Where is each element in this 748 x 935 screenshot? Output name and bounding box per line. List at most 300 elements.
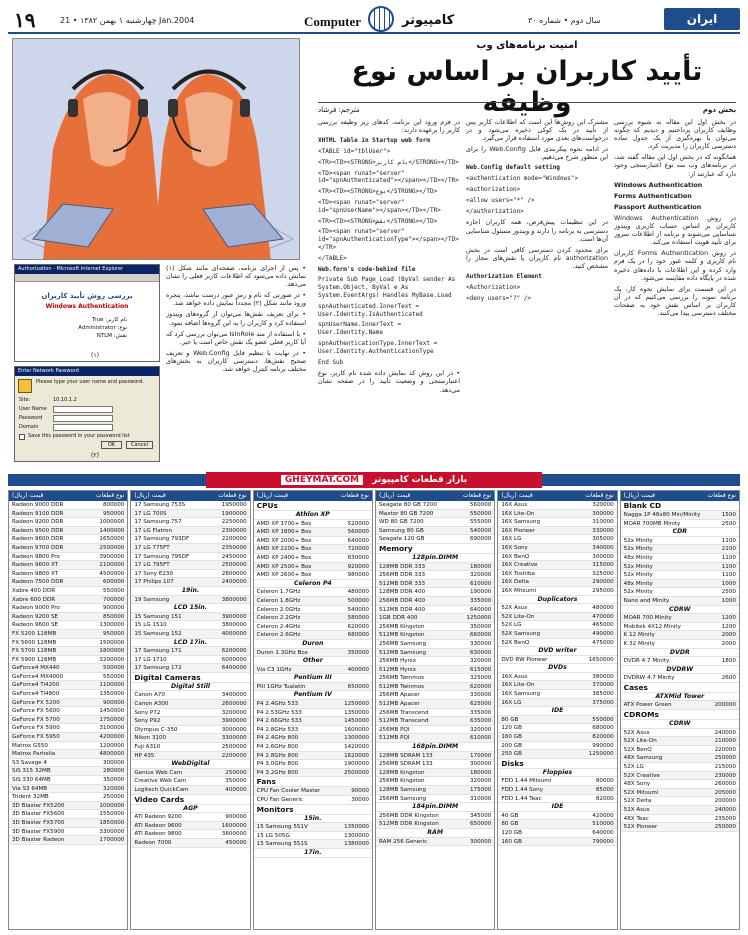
item-price: 510000: [592, 821, 614, 828]
price-row: [254, 840, 372, 849]
price-row: [498, 587, 616, 596]
dialog-titlebar: Enter Network Password: [15, 367, 159, 376]
window-titlebar: Authorization - Microsoft Internet Explorer: [15, 265, 159, 274]
code-line: spnAuthenticationType.InnerText = User.Identity.AuthenticationType: [318, 339, 438, 355]
item-price: 550000: [469, 510, 492, 517]
item-name: GeForce4 MX440: [12, 665, 60, 672]
price-row: [131, 553, 249, 562]
item-header-label: نوع قطعات: [707, 492, 736, 499]
price-row: [9, 836, 127, 845]
item-price: 475000: [592, 639, 614, 646]
item-name: AMD XP 2500+ Box: [256, 563, 312, 570]
item-price: 2200000: [221, 536, 247, 543]
item-price: 1100: [721, 554, 736, 561]
item-price: 470000: [592, 613, 614, 620]
price-row: [131, 691, 249, 700]
item-name: 160 GB: [501, 838, 522, 845]
price-row: [9, 501, 127, 510]
item-price: 90000: [351, 788, 369, 795]
globe-icon: [368, 6, 394, 32]
item-name: 80 GB: [501, 716, 519, 723]
auth-type-item: Windows Authentication: [614, 180, 703, 189]
item-price: 350000: [102, 777, 125, 783]
item-name: 17 LG 795FT: [134, 562, 170, 569]
price-subcategory: Duron: [254, 640, 372, 649]
item-name: 48x Minity: [623, 580, 653, 587]
item-price: 3300000: [221, 735, 247, 742]
price-subcategory: DVDR: [621, 649, 739, 658]
item-price: 900000: [102, 605, 125, 612]
price-category: CPUs: [254, 501, 372, 511]
price-category: Monitors: [254, 805, 372, 815]
item-name: 3D Blaster FX5200: [12, 802, 65, 809]
item-price: 4800000: [99, 751, 125, 758]
item-price: 205000: [714, 789, 736, 796]
code-line: End Sub: [318, 358, 344, 366]
item-name: 17 Samsung 793DF: [134, 536, 190, 543]
item-price: 1000000: [99, 519, 125, 526]
item-name: 16X Lite-On: [501, 682, 535, 689]
item-name: Logitech QuickCam: [134, 787, 189, 793]
item-name: Seagate 80 GB 7200: [378, 502, 437, 508]
item-name: 17 Sony E230: [134, 570, 174, 577]
item-price: 540000: [347, 606, 369, 613]
price-row: [498, 613, 616, 622]
item-name: 52X Asus: [623, 807, 650, 813]
item-price: 345000: [469, 812, 492, 819]
item-name: 256MB Kingston: [378, 778, 425, 785]
item-price: 2000: [721, 632, 736, 639]
item-name: FX 5700 128MB: [12, 648, 57, 655]
price-column: [130, 490, 250, 930]
code-line: <TD><span runat="server" id="spnUserName"></span></TD></TR>: [318, 198, 441, 214]
item-name: 52X Creative: [623, 772, 660, 779]
item-name: P4 3.2GHz 800: [256, 769, 299, 776]
newspaper-logo: ایران: [664, 8, 740, 30]
item-price: 335000: [469, 597, 492, 604]
price-row: [376, 535, 494, 544]
price-row: [621, 746, 739, 755]
price-row: [131, 570, 249, 579]
item-price: 380000: [592, 673, 614, 680]
item-price: 200000: [714, 798, 736, 805]
price-row: [621, 763, 739, 772]
code-line: <authentication mode="Windows">: [466, 175, 578, 183]
price-section-title: بازار قطعات کامپیوتر: [372, 475, 468, 485]
code-line: <authorization>: [466, 186, 521, 194]
item-name: 52x Minity: [623, 546, 653, 553]
price-row: [9, 656, 127, 665]
price-row: [9, 699, 127, 708]
paragraph: در روش Windows Authentication کاربران بر اساس حساب کاربری ویندوز شناسایی می‌شوند و برنامه از اطلاعات سرور برای تأیید هویت استفاده می‌کند.: [614, 213, 736, 247]
article-illustration: [12, 38, 300, 260]
price-row: [376, 700, 494, 709]
price-row: [621, 588, 739, 597]
item-price: 3400000: [221, 692, 247, 699]
item-price: 1000000: [99, 802, 125, 809]
item-price: 615000: [469, 666, 492, 673]
item-price: 700000: [102, 596, 125, 603]
item-price: 900000: [225, 814, 247, 821]
item-price: 640000: [347, 537, 369, 544]
item-price: 330000: [592, 527, 614, 534]
item-price: 540000: [469, 527, 492, 534]
item-name: 256MB PQI: [378, 726, 410, 733]
item-price: 450000: [225, 839, 247, 846]
item-price: 250000: [102, 794, 125, 801]
item-name: Nagga 1P 48x80 Min/Minity: [623, 512, 701, 518]
price-header-label: قیمت (ریال): [501, 492, 533, 499]
ok-button[interactable]: OK: [101, 441, 122, 449]
price-row: [254, 631, 372, 640]
price-row: [498, 795, 616, 804]
price-row: [498, 639, 616, 648]
price-row: [254, 563, 372, 572]
item-price: 650000: [469, 821, 492, 828]
price-row: [254, 588, 372, 597]
item-name: 52X Lite-On: [623, 738, 657, 745]
item-name: 128MB DDR 400: [378, 589, 426, 596]
price-row: [498, 630, 616, 639]
item-price: 6400000: [221, 665, 247, 672]
item-name: GeForce FX 5900: [12, 725, 60, 732]
item-name: 3D Blaster Radeon: [12, 837, 65, 844]
price-row: [621, 797, 739, 806]
price-row: [131, 839, 249, 848]
item-name: 52X Asus: [501, 605, 528, 612]
price-row: [131, 786, 249, 795]
item-name: 16X LG: [501, 699, 522, 706]
paragraph: همانگونه که در بخش اول این مقاله گفته شد، در برنامه‌های وب سه نوع اعتبارسنجی وجود دارد که عبارتند از:: [614, 153, 736, 178]
password-input[interactable]: [53, 415, 113, 422]
item-price: 310000: [592, 519, 614, 526]
price-table: [8, 490, 740, 930]
item-price: 1500000: [99, 639, 125, 646]
item-name: 16X LG: [501, 536, 522, 543]
item-name: 17 Samsung 753S: [134, 502, 186, 508]
paragraph: در روش Forms Authentication کاربران نام کاربری و کلمه عبور خود را در یک فرم وارد کرده و این اطلاعات با داده‌های ذخیره شده در پایگاه داده مقایسه می‌شود.: [614, 249, 736, 282]
item-name: Radeon 9600 XT: [12, 562, 59, 569]
price-row: [498, 681, 616, 690]
domain-input[interactable]: [53, 424, 113, 431]
item-price: 555000: [469, 519, 492, 526]
item-price: 830000: [347, 554, 369, 561]
item-name: P4 2.8GHz 533: [256, 726, 299, 733]
price-row: [9, 750, 127, 759]
item-name: FX 5600 128MB: [12, 639, 57, 646]
price-row: [376, 760, 494, 769]
item-price: 280000: [102, 768, 125, 775]
item-name: CPU Fan Cooler Master: [256, 788, 321, 795]
item-name: 80 GB: [501, 821, 519, 828]
item-name: HP 435: [134, 752, 155, 759]
item-price: 2500000: [99, 544, 125, 551]
price-row: [498, 501, 616, 510]
field-label: Site:: [19, 397, 31, 403]
item-price: 3800000: [221, 596, 247, 603]
price-row: [9, 673, 127, 682]
price-row: [131, 813, 249, 822]
item-name: 15 Samsung 551V: [256, 824, 308, 831]
item-name: FDD 1.44 Teac: [501, 795, 542, 802]
code-line: spnAuthenticated.InnerText = User.Identity.IsAuthenticated: [318, 302, 423, 318]
price-row: [9, 681, 127, 690]
save-password-checkbox[interactable]: [19, 434, 25, 440]
item-name: 512MB Transcend: [378, 718, 429, 725]
price-row: [9, 759, 127, 768]
item-name: 17 LG 1710: [134, 656, 167, 663]
item-name: 48x Minity: [623, 554, 653, 561]
item-name: 256MB Transcend: [378, 709, 429, 716]
item-name: AMD XP 1800+ Box: [256, 529, 312, 536]
price-row: [131, 700, 249, 709]
page-header: [8, 6, 740, 34]
price-row: [254, 796, 372, 805]
price-header-label: قیمت (ریال): [256, 492, 289, 499]
item-price: 335000: [469, 709, 492, 716]
price-row: [498, 604, 616, 613]
price-subcategory: IDE: [498, 803, 616, 812]
price-row: [9, 596, 127, 605]
item-price: 1350000: [344, 709, 369, 716]
item-name: Fuji A310: [134, 744, 161, 751]
price-column: [620, 490, 740, 930]
code-line: <TR><TD><STRONG>نام کاربر</STRONG></TD>: [318, 158, 459, 166]
item-price: 320000: [469, 778, 492, 785]
item-price: 550000: [102, 587, 125, 594]
item-name: 52X Asus: [623, 729, 650, 736]
item-name: 52X Lite-On: [501, 613, 535, 620]
item-name: 16X Delta: [501, 579, 529, 586]
price-row: [621, 554, 739, 563]
price-row: [376, 717, 494, 726]
figure-caption: (۱): [91, 352, 99, 359]
item-name: 48X Teac: [623, 815, 649, 822]
item-price: 650000: [347, 683, 369, 690]
item-price: 1700000: [99, 837, 125, 844]
item-price: 690000: [469, 536, 492, 543]
price-row: [498, 561, 616, 570]
item-name: Canon A70: [134, 692, 165, 699]
item-name: RAM 256 Generic: [378, 838, 428, 845]
item-price: 1250000: [344, 701, 369, 708]
item-name: 16X Samsung: [501, 519, 541, 526]
code-line: <TABLE id="tblUser">: [318, 147, 391, 155]
item-name: 512MB DDR Kingston: [378, 821, 439, 828]
paragraph: در این قسمت برای نمایش نحوه کار، یک برنامه نمونه را بررسی می‌کنیم که در آن کاربران بر اساس نقش خود به صفحات مختلف دسترسی پیدا می‌کنند.: [614, 284, 736, 317]
price-row: [498, 724, 616, 733]
item-price: 290000: [592, 579, 614, 586]
item-price: 3300000: [99, 828, 125, 835]
price-row: [376, 769, 494, 778]
item-name: P4 2.66GHz 533: [256, 718, 302, 725]
paragraph: • در نهایت با تنظیم فایل Web.Config و تعریف صحیح نقش‌ها، دسترسی کاربران به بخش‌های مختلف برنامه کنترل خواهد شد.: [166, 348, 306, 374]
item-price: 640000: [469, 606, 492, 613]
item-name: 52x Minity: [623, 572, 653, 579]
item-name: MOAR 700MB Minity: [623, 520, 681, 527]
price-row: [9, 553, 127, 562]
item-name: 256MB Hynix: [378, 658, 417, 665]
item-price: 350000: [347, 649, 369, 656]
paragraph: • پس از اجرای برنامه، صفحه‌ای مانند شکل (۱) نمایش داده می‌شود که اطلاعات کاربر فعلی را نشان می‌دهد.: [166, 264, 306, 289]
item-price: 2500: [721, 520, 736, 527]
price-row: [498, 527, 616, 536]
item-name: 512MB DDR 333: [378, 580, 426, 587]
item-price: 340000: [592, 544, 614, 551]
item-price: 1620000: [344, 752, 369, 759]
item-price: 2300000: [221, 527, 247, 534]
item-name: 3D Blaster FX5700: [12, 819, 65, 826]
price-row: [498, 812, 616, 821]
item-price: 3800000: [221, 831, 247, 838]
price-column: [253, 490, 373, 930]
article-kicker: امنیت برنامه‌های وب: [476, 40, 578, 51]
item-price: 660000: [469, 632, 492, 639]
item-name: 16X Sony: [501, 544, 528, 551]
item-name: SiS 330 64MB: [12, 777, 51, 783]
price-row: [9, 802, 127, 811]
item-price: 2500000: [221, 562, 247, 569]
price-row: [621, 737, 739, 746]
item-price: 610000: [469, 580, 492, 587]
price-row: [9, 819, 127, 828]
item-name: Sony P72: [134, 709, 161, 716]
item-price: 310000: [469, 795, 492, 802]
price-row: [498, 673, 616, 682]
item-price: 1450000: [99, 708, 125, 715]
item-name: Radeon 9100 DDR: [12, 510, 64, 517]
price-row: [254, 623, 372, 632]
item-price: 1350000: [344, 824, 369, 831]
item-price: 1650000: [99, 536, 125, 543]
key-icon: [18, 379, 32, 393]
item-name: Celeron 2.4GHz: [256, 623, 301, 630]
price-subcategory: 17in.: [254, 849, 372, 858]
price-row: [9, 716, 127, 725]
section-title-en: Computer: [304, 14, 362, 29]
price-row: [498, 535, 616, 544]
item-price: 1100000: [99, 682, 125, 689]
item-price: 2600000: [221, 701, 247, 708]
item-price: 6200000: [221, 648, 247, 655]
item-name: 52X BenQ: [623, 746, 652, 753]
price-subcategory: DVDRW: [621, 666, 739, 675]
username-input[interactable]: [53, 406, 113, 413]
item-name: 16X Toshiba: [501, 570, 535, 577]
item-name: Celeron 2.0GHz: [256, 606, 301, 613]
item-name: 52x Minity: [623, 589, 653, 596]
figure-browser-screenshot: [14, 264, 160, 362]
price-subcategory: LCD 15in.: [131, 604, 249, 613]
item-name: 16X Pioneer: [501, 527, 535, 534]
price-header-label: قیمت (ریال): [378, 492, 411, 499]
item-name: Duron 1.3GHz Box: [256, 649, 308, 656]
item-name: Radeon 9500 DDR: [12, 527, 64, 534]
item-price: 630000: [469, 649, 492, 656]
paragraph: در ادامه نحوه پیکربندی فایل Web.Config را برای این منظور شرح می‌دهیم.: [466, 145, 608, 162]
price-row: [131, 726, 249, 735]
headline-divider: [318, 102, 736, 103]
item-name: 512MB Kingston: [378, 632, 425, 639]
item-price: 400000: [225, 787, 247, 793]
price-row: [498, 518, 616, 527]
price-subcategory: CDRW: [621, 606, 739, 615]
price-row: [131, 830, 249, 839]
price-site-name: GHEYMAT.COM: [281, 475, 363, 485]
price-header-label: قیمت (ریال): [12, 492, 44, 499]
price-row: [621, 511, 739, 520]
item-name: 52X Delta: [623, 798, 652, 805]
price-row: [9, 570, 127, 579]
item-name: GeForce4 MX4000: [12, 673, 64, 680]
item-name: 19 Samsung: [134, 596, 170, 603]
item-name: 15 Samsung 152: [134, 630, 182, 637]
price-row: [131, 664, 249, 673]
item-name: 16X Asus: [501, 673, 528, 680]
item-price: 1300000: [344, 832, 369, 839]
price-row: [9, 604, 127, 613]
price-row: [131, 596, 249, 605]
item-price: 850000: [102, 613, 125, 620]
item-price: 4000000: [221, 630, 247, 637]
item-name: Radeon 7500 DDR: [12, 579, 64, 586]
item-name: ATX Power Green: [623, 702, 672, 709]
price-row: [9, 742, 127, 751]
item-name: FDD 1.44 Mitsumi: [501, 778, 552, 785]
code-line: <TD><span runat="server" id="spnAuthenticationType"></span></TD></TR>: [318, 228, 459, 251]
price-row: [9, 793, 127, 802]
price-subcategory: Other: [254, 657, 372, 666]
item-header-label: نوع قطعات: [462, 492, 492, 499]
item-price: 1250000: [588, 751, 614, 758]
item-name: GeForce4 Ti4800: [12, 691, 60, 698]
price-row: [131, 777, 249, 786]
item-price: 580000: [347, 615, 369, 622]
item-name: P4 2.8GHz 800: [256, 752, 299, 759]
price-subcategory: ATXMid Tower: [621, 693, 739, 702]
paragraph: • در این روش کد نمایش داده شده نام کاربر، نوع اعتبارسنجی و وضعیت تأیید را در صفحه نشان می‌دهد.: [318, 369, 460, 394]
item-price: 1100: [721, 572, 736, 579]
cancel-button[interactable]: Cancel: [126, 441, 153, 449]
item-name: 52X Samsung: [501, 630, 541, 637]
price-row: [376, 795, 494, 804]
price-row: [254, 769, 372, 778]
price-row: [254, 752, 372, 761]
code-line: </authorization>: [466, 207, 524, 215]
figure-caption: (۲): [91, 452, 99, 459]
price-row: [9, 810, 127, 819]
item-price: 1100: [721, 563, 736, 570]
date-line: چهارشنبه ۱ بهمن ۱۳۸۲ • 21 Jan.2004: [60, 16, 195, 25]
item-name: 48X Sony: [623, 781, 651, 788]
price-row: [621, 701, 739, 710]
item-header-label: نوع قطعات: [340, 492, 369, 499]
item-price: 520000: [347, 520, 369, 527]
item-name: FX 5200 128MB: [12, 630, 57, 637]
price-row: [621, 657, 739, 666]
item-name: 128MB DDR 333: [378, 563, 426, 570]
item-name: 16X Samsung: [501, 691, 541, 698]
price-row: [376, 640, 494, 649]
price-row: [9, 527, 127, 536]
item-price: 180000: [469, 563, 492, 570]
item-price: 550000: [102, 673, 125, 680]
item-price: 230000: [714, 772, 736, 779]
item-name: 250 GB: [501, 751, 522, 758]
item-name: SiS 315 32MB: [12, 768, 51, 775]
item-price: 1350000: [99, 691, 125, 698]
price-row: [131, 561, 249, 570]
